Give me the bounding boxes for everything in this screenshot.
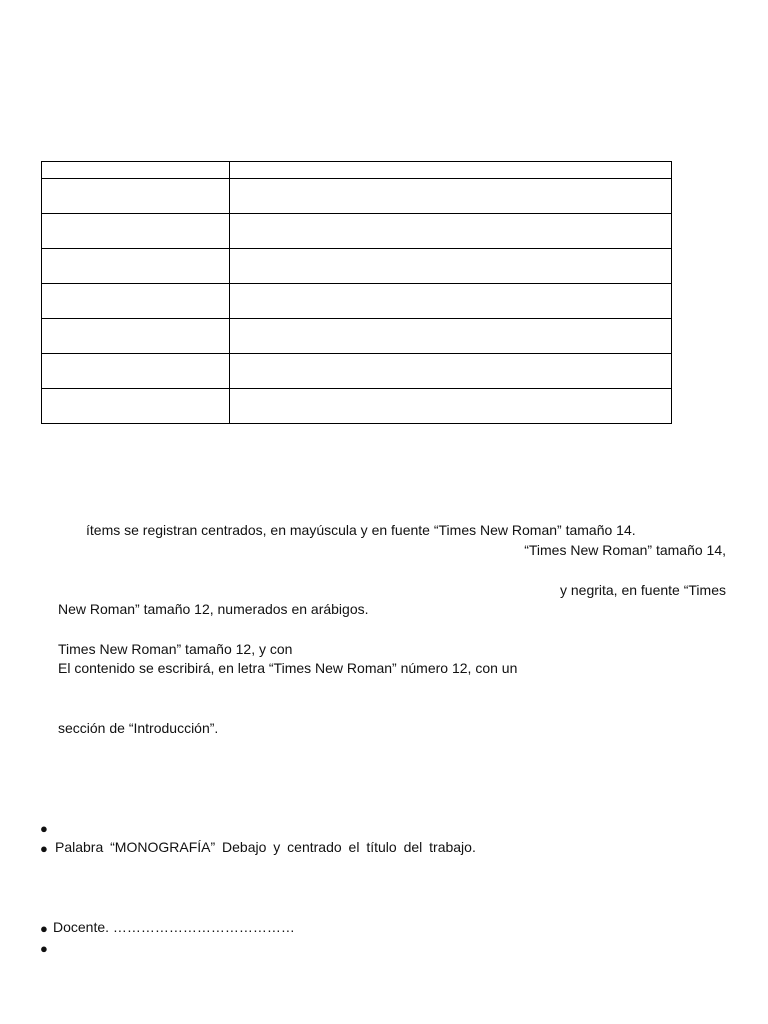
table-row (42, 319, 672, 354)
tnr14-paragraph: “Times New Roman” tamaño 14, (524, 542, 726, 558)
content-paragraph: El contenido se escribirá, en letra “Times New Roman” número 12, con un (58, 660, 518, 676)
intro-paragraph: sección de “Introducción”. (58, 720, 219, 736)
table-cell (42, 284, 230, 319)
table-cell (230, 319, 672, 354)
table-row (42, 214, 672, 249)
table-cell (230, 354, 672, 389)
table-cell (42, 389, 230, 424)
bullet-dot-icon: ● (40, 941, 48, 956)
table-cell (230, 284, 672, 319)
items-paragraph: ítems se registran centrados, en mayúscula y en fuente “Times New Roman” tamaño 14. (86, 522, 636, 538)
table-cell (42, 354, 230, 389)
table-cell (42, 214, 230, 249)
table-cell (230, 179, 672, 214)
table-row (42, 284, 672, 319)
table-row (42, 389, 672, 424)
bold-paragraph-line-2: New Roman” tamaño 12, numerados en arábigos. (58, 601, 369, 617)
bullet-item-2: Palabra “MONOGRAFÍA” Debajo y centrado el título del trabajo. (55, 839, 476, 855)
bullet-dot-icon: ● (40, 841, 48, 856)
table-cell (42, 249, 230, 284)
table-row (42, 354, 672, 389)
bullet-dot-icon: ● (40, 921, 48, 936)
bullet-item-3: Docente. ………………………………… (53, 919, 295, 935)
table-cell (42, 319, 230, 354)
table-cell (230, 162, 672, 179)
table-row (42, 179, 672, 214)
table-cell (230, 249, 672, 284)
table-row (42, 162, 672, 179)
table-row (42, 249, 672, 284)
table-cell (230, 214, 672, 249)
bold-paragraph-line-1: y negrita, en fuente “Times (559, 582, 726, 598)
bullet-dot-icon: ● (40, 821, 48, 836)
table-cell (230, 389, 672, 424)
empty-table (41, 161, 672, 424)
tnr12-paragraph: Times New Roman” tamaño 12, y con (58, 641, 293, 657)
table-cell (42, 179, 230, 214)
table-cell (42, 162, 230, 179)
